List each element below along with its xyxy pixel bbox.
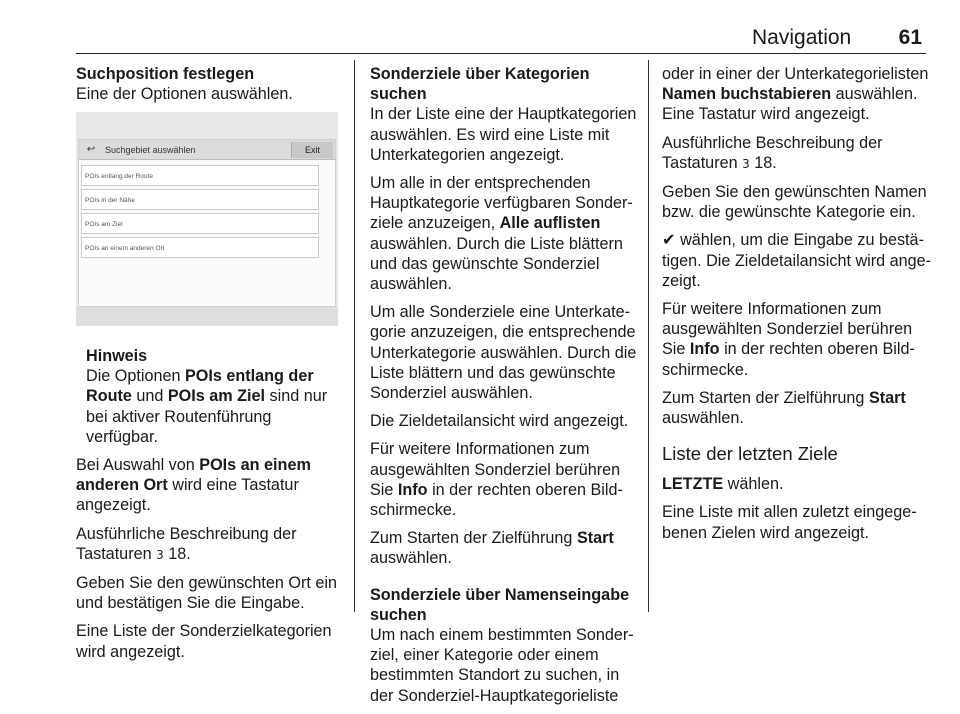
infotainment-screen [78, 139, 336, 307]
column-2 [370, 64, 638, 714]
paragraph: Geben Sie den gewünschten Ort ein und bestätigen Sie die Eingabe. [76, 574, 337, 613]
column-3 [662, 64, 932, 551]
note-text: Die Optionen POIs entlang der Route und POIs am Ziel sind nur bei aktiver Routenführung verfügbar. [86, 367, 328, 446]
option-item: POIs in der Nähe [81, 189, 319, 210]
paragraph: Bei Auswahl von POIs an einem anderen Ort wird eine Tastatur angezeigt. [76, 456, 311, 515]
page-number: 61 [898, 26, 922, 49]
paragraph: oder in einer der Unterkategorielisten Namen buchstabieren auswählen. Eine Tastatur wird angezeigt. [662, 65, 929, 124]
section-title: Navigation [752, 26, 852, 49]
column-divider-1 [354, 60, 355, 612]
arrow-icon: 3 [742, 156, 750, 171]
screen-top-bar [79, 140, 335, 160]
paragraph: Um alle Sonderziele eine Unterkategorie anzuzeigen, die entsprechende Unterkategorie auswählen. Durch die Liste blättern und das gewünschte Sonderziel auswählen. [370, 303, 637, 403]
paragraph: Eine Liste mit allen zuletzt eingegebenen Zielen wird angezeigt. [662, 503, 917, 542]
option-item: POIs entlang der Route [81, 165, 319, 186]
paragraph: Ausführliche Beschreibung der Tastaturen 3 18. [662, 133, 883, 172]
paragraph: Zum Starten der Zielführung Start auswählen. [662, 388, 906, 428]
paragraph: Ausführliche Beschreibung der Tastaturen 3 18. [76, 524, 297, 563]
exit-button: Exit [291, 142, 333, 158]
heading-letzte-ziele: Liste der letzten Ziele [662, 443, 838, 465]
paragraph: Für weitere Informationen zum ausgewählten Sonderziel berühren Sie Info in der rechten oberen Bildschirmecke. [662, 300, 915, 379]
paragraph: ✔ wählen, um die Eingabe zu bestätigen. Die Zieldetailansicht wird angezeigt. [662, 230, 932, 290]
checkmark-icon: ✔ [662, 230, 676, 250]
note-box [86, 346, 344, 447]
paragraph: Die Zieldetailansicht wird angezeigt. [370, 412, 629, 431]
heading-suchposition: Suchposition festlegen [76, 65, 255, 83]
column-1 [76, 64, 344, 112]
paragraph: Zum Starten der Zielführung Start auswählen. [370, 529, 614, 568]
arrow-icon: 3 [156, 547, 164, 562]
screenshot-figure [76, 112, 338, 326]
heading-kategorien: Sonderziele über Kategorien suchen [370, 65, 590, 104]
paragraph: LETZTE wählen. [662, 475, 784, 494]
paragraph: Geben Sie den gewünschten Namen bzw. die gewünschte Kategorie ein. [662, 183, 927, 222]
header-rule [76, 53, 926, 54]
back-arrow-icon: ↩ [86, 144, 96, 155]
paragraph: In der Liste eine der Hauptkategorien auswählen. Es wird eine Liste mit Unterkategorien angezeigt. [370, 105, 637, 164]
column-divider-2 [648, 60, 649, 612]
heading-namenseingabe: Sonderziele über Namenseingabe suchen [370, 585, 630, 624]
paragraph: Für weitere Informationen zum ausgewählten Sonderziel berühren Sie Info in der rechten oberen Bildschirmecke. [370, 440, 623, 520]
note-label: Hinweis [86, 347, 148, 365]
intro-text: Eine der Optionen auswählen. [76, 85, 293, 104]
paragraph: Um nach einem bestimmten Sonderziel, einer Kategorie oder einem bestimmten Standort zu suchen, in der Sonderziel-Hauptkategorieliste [370, 626, 634, 705]
screen-title: Suchgebiet auswählen [105, 145, 196, 155]
paragraph: Eine Liste der Sonderzielkategorien wird angezeigt. [76, 622, 332, 661]
page-header [76, 26, 926, 52]
screenshot-bottom-strip [76, 307, 338, 326]
column-1-lower [76, 338, 344, 670]
option-item: POIs an einem anderen Ort [81, 237, 319, 258]
paragraph: Um alle in der entsprechenden Hauptkategorie verfügbaren Sonderziele anzuzeigen, Alle auflisten auswählen. Durch die Liste blättern und das gewünschte Sonderziel auswählen. [370, 174, 633, 294]
option-item: POIs am Ziel [81, 213, 319, 234]
